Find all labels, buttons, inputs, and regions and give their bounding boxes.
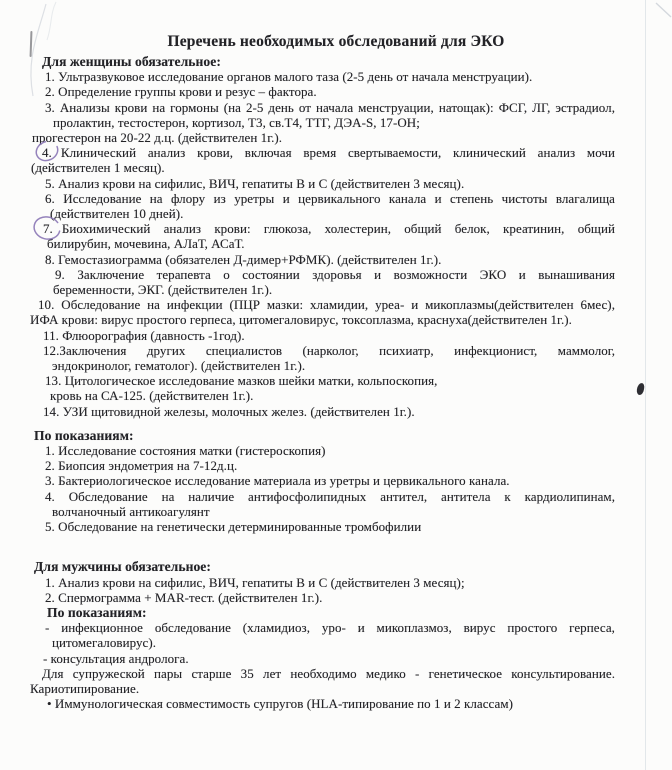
blank-line: [30, 419, 615, 428]
doc-line: 1. Исследование состояния матки (гистероскопия): [45, 443, 326, 459]
doc-line: 10. Обследование на инфекции (ПЦР мазки: хламидии, уреа- и микоплазмы(действителен 6мес),: [38, 297, 615, 313]
doc-line: 5. Анализ крови на сифилис, ВИЧ, гепатиты В и С (действителен 3 месяц).: [45, 175, 465, 191]
doc-line: прогестерон на 20-22 д.ц. (действителен 1г.).: [32, 130, 283, 146]
doc-line: (действителен 1 месяц).: [31, 160, 165, 176]
doc-line: 11. Флюорография (давность -1год).: [43, 327, 245, 343]
document-title: Перечень необходимых обследований для ЭКО: [167, 33, 505, 50]
item-text: Клинический анализ крови, включая время свертываемости, клинический анализ мочи: [60, 145, 615, 161]
doc-line: кровь на СА-125. (действителен 1г.).: [50, 388, 254, 404]
corner-scan-artifact: [642, 0, 672, 26]
heading-women-indications: По показаниям:: [34, 427, 134, 443]
doc-line: - консультация андролога.: [43, 650, 189, 666]
doc-line: 4. Обследование на наличие антифосфолипидных антител, антитела к кардиолипинам,: [45, 488, 615, 504]
doc-line: 8. Гемостазиограмма (обязателен Д-димер+РФМК). (действителен 1г.).: [45, 251, 442, 267]
doc-line: • Иммунологическая совместимость супругов (HLA-типирование по 1 и 2 классам): [47, 696, 514, 712]
doc-line: 1. Ультразвуковое исследование органов малого таза (2-5 день от начала менструации).: [45, 69, 533, 85]
doc-line: 13. Цитологическое исследование мазков шейки матки, кольпоскопия,: [45, 373, 438, 389]
heading-women-mandatory: Для женщины обязательное:: [42, 54, 221, 69]
doc-line: 9. Заключение терапевта о состоянии здоровья и возможности ЭКО и вынашивания: [55, 266, 615, 282]
highlighted-line: 6. Исследование на флору из уретры и цервикального канала и степень чистоты влагалища: [45, 190, 615, 206]
heading-men-mandatory: Для мужчины обязательное:: [34, 559, 211, 575]
doc-line: Для супружеской пары старше 35 лет необходимо медико - генетическое консультирование.: [42, 665, 615, 681]
doc-line: ИФА крови: вирус простого герпеса, цитомегаловирус, токсоплазма, краснуха(действителен 1г.).: [30, 312, 572, 328]
doc-line: цитомегаловирус).: [52, 635, 156, 651]
blank-line: [30, 534, 615, 559]
item-number: 4.: [42, 145, 52, 161]
item-text: Биохимический анализ крови: глюкоза, холестерин, общий белок, креатинин, общий: [61, 221, 615, 237]
doc-line: 14. УЗИ щитовидной железы, молочных желез. (действителен 1г.).: [43, 403, 415, 419]
doc-line: 2. Определение группы крови и резус – фактора.: [45, 84, 317, 100]
doc-line: 5. Обследование на генетически детерминированные тромбофилии: [45, 519, 422, 535]
doc-line: волчаночный антикоагулянт: [52, 503, 210, 519]
heading-men-indications: По показаниям:: [47, 604, 147, 620]
item-number: 7.: [43, 221, 53, 237]
doc-line: билирубин, мочевина, АЛаТ, АСаТ.: [47, 236, 245, 252]
doc-line: [42, 145, 615, 160]
doc-line: 12.Заключения других специалистов (нарколог, психиатр, инфекционист, маммолог,: [43, 342, 615, 358]
doc-line: 2. Спермограмма + MAR-тест. (действителен 1г.).: [45, 589, 323, 605]
doc-line: - инфекционное обследование (хламидиоз, уро- и микоплазмоз, вирус простого герпеса,: [45, 620, 615, 636]
doc-line: 1. Анализ крови на сифилис, ВИЧ, гепатиты В и С (действителен 3 месяц);: [45, 574, 465, 590]
pen-circle-mark: [42, 145, 52, 160]
doc-line: 3. Анализы крови на гормоны (на 2-5 день от начала менструации, натощак): ФСГ, ЛГ, эстрадиол,: [45, 99, 615, 115]
scan-edge-line: [645, 0, 646, 770]
doc-line: беременности, ЭКГ. (действителен 1г.).: [53, 282, 273, 298]
pen-circle-mark: [43, 221, 53, 236]
doc-line: 3. Бактериологическое исследование материала из уретры и цервикального канала.: [45, 473, 510, 489]
doc-line: эндокринолог, гематолог). (действителен 1г.).: [52, 358, 306, 374]
doc-line: [43, 221, 615, 236]
document-body: [30, 54, 615, 711]
doc-line: пролактин, тестостерон, кортизол, Т3, св.Т4, ТТГ, ДЭА-S, 17-ОН;: [53, 114, 420, 130]
doc-line: (действителен 10 дней).: [50, 206, 184, 222]
doc-line: 2. Биопсия эндометрия на 7-12д.ц.: [45, 458, 238, 474]
ink-blot-artifact: [636, 383, 645, 396]
doc-line: Кариотипирование.: [30, 680, 140, 696]
